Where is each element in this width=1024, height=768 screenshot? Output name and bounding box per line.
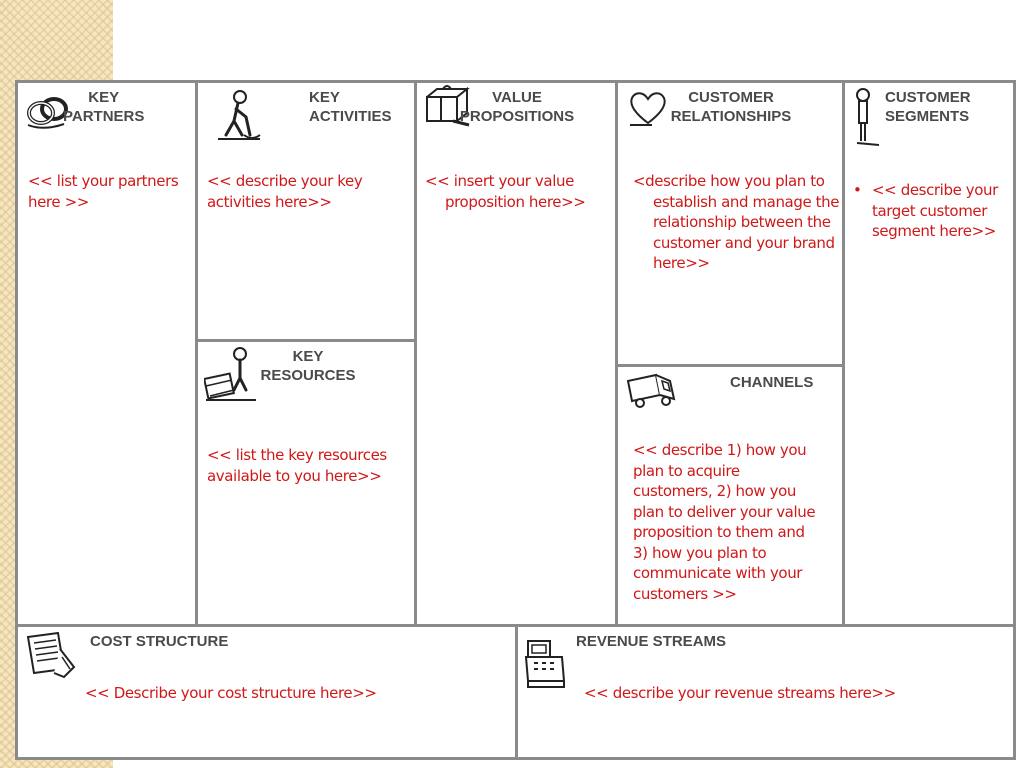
person-standing-icon bbox=[851, 87, 881, 147]
revenue-streams-title bbox=[576, 632, 726, 651]
key-partners-title bbox=[63, 88, 144, 126]
document-receipt-icon bbox=[24, 629, 78, 681]
customer-segments-title bbox=[885, 88, 971, 126]
title-line: CUSTOMER bbox=[885, 89, 971, 106]
title-line: KEY bbox=[88, 89, 120, 106]
title-line: KEY bbox=[309, 89, 340, 106]
heart-icon bbox=[628, 89, 668, 127]
value-propositions-box bbox=[414, 80, 618, 627]
title-line: VALUE bbox=[492, 89, 542, 106]
worker-digging-icon bbox=[216, 89, 262, 145]
title-line: CUSTOMER bbox=[688, 89, 774, 106]
title-line: PARTNERS bbox=[63, 108, 145, 125]
value-propositions-title bbox=[457, 88, 577, 126]
key-resources-text: << list the key resources available to you here>> bbox=[207, 446, 387, 485]
cost-structure-title bbox=[90, 632, 228, 651]
key-partners-text: << list your partners here >> bbox=[28, 172, 179, 211]
key-resources-title bbox=[258, 347, 358, 385]
title-line: PROPOSITIONS bbox=[459, 108, 575, 125]
title-line: RESOURCES bbox=[260, 367, 356, 384]
value-propositions-text: << insert your value proposition here>> bbox=[425, 172, 586, 211]
title-line: ACTIVITIES bbox=[309, 108, 392, 125]
revenue-streams-text: << describe your revenue streams here>> bbox=[584, 684, 896, 702]
title-line: CHANNELS bbox=[730, 374, 814, 391]
channels-title bbox=[730, 373, 813, 392]
revenue-streams-box bbox=[515, 624, 1016, 760]
title-line: COST STRUCTURE bbox=[90, 633, 229, 650]
customer-relationships-title bbox=[666, 88, 796, 126]
cost-structure-box bbox=[15, 624, 518, 760]
title-line: RELATIONSHIPS bbox=[670, 108, 792, 125]
delivery-truck-icon bbox=[626, 371, 680, 413]
key-activities-title bbox=[309, 88, 392, 126]
customer-segments-box bbox=[842, 80, 1016, 627]
customer-segments-text: • << describe your target customer segment here>> bbox=[852, 180, 1012, 242]
title-line: SEGMENTS bbox=[885, 108, 970, 125]
key-resources-box bbox=[195, 339, 417, 627]
cost-structure-text: << Describe your cost structure here>> bbox=[85, 684, 377, 702]
channels-box bbox=[615, 364, 845, 627]
key-partners-box bbox=[15, 80, 198, 627]
key-activities-text: << describe your key activities here>> bbox=[207, 172, 363, 211]
key-activities-box bbox=[195, 80, 417, 342]
cash-register-icon bbox=[524, 631, 568, 689]
worker-with-boxes-icon bbox=[204, 346, 258, 406]
channels-text: << describe 1) how you plan to acquire customers, 2) how you plan to deliver your value proposition to them and 3) how you plan to communicate with your customers >> bbox=[633, 441, 816, 603]
customer-relationships-box bbox=[615, 80, 845, 367]
customer-relationships-text: <describe how you plan to establish and manage the relationship between the customer and your brand here>> bbox=[633, 172, 840, 272]
title-line: REVENUE STREAMS bbox=[576, 633, 727, 650]
business-model-canvas bbox=[15, 80, 1016, 760]
title-line: KEY bbox=[292, 348, 324, 365]
